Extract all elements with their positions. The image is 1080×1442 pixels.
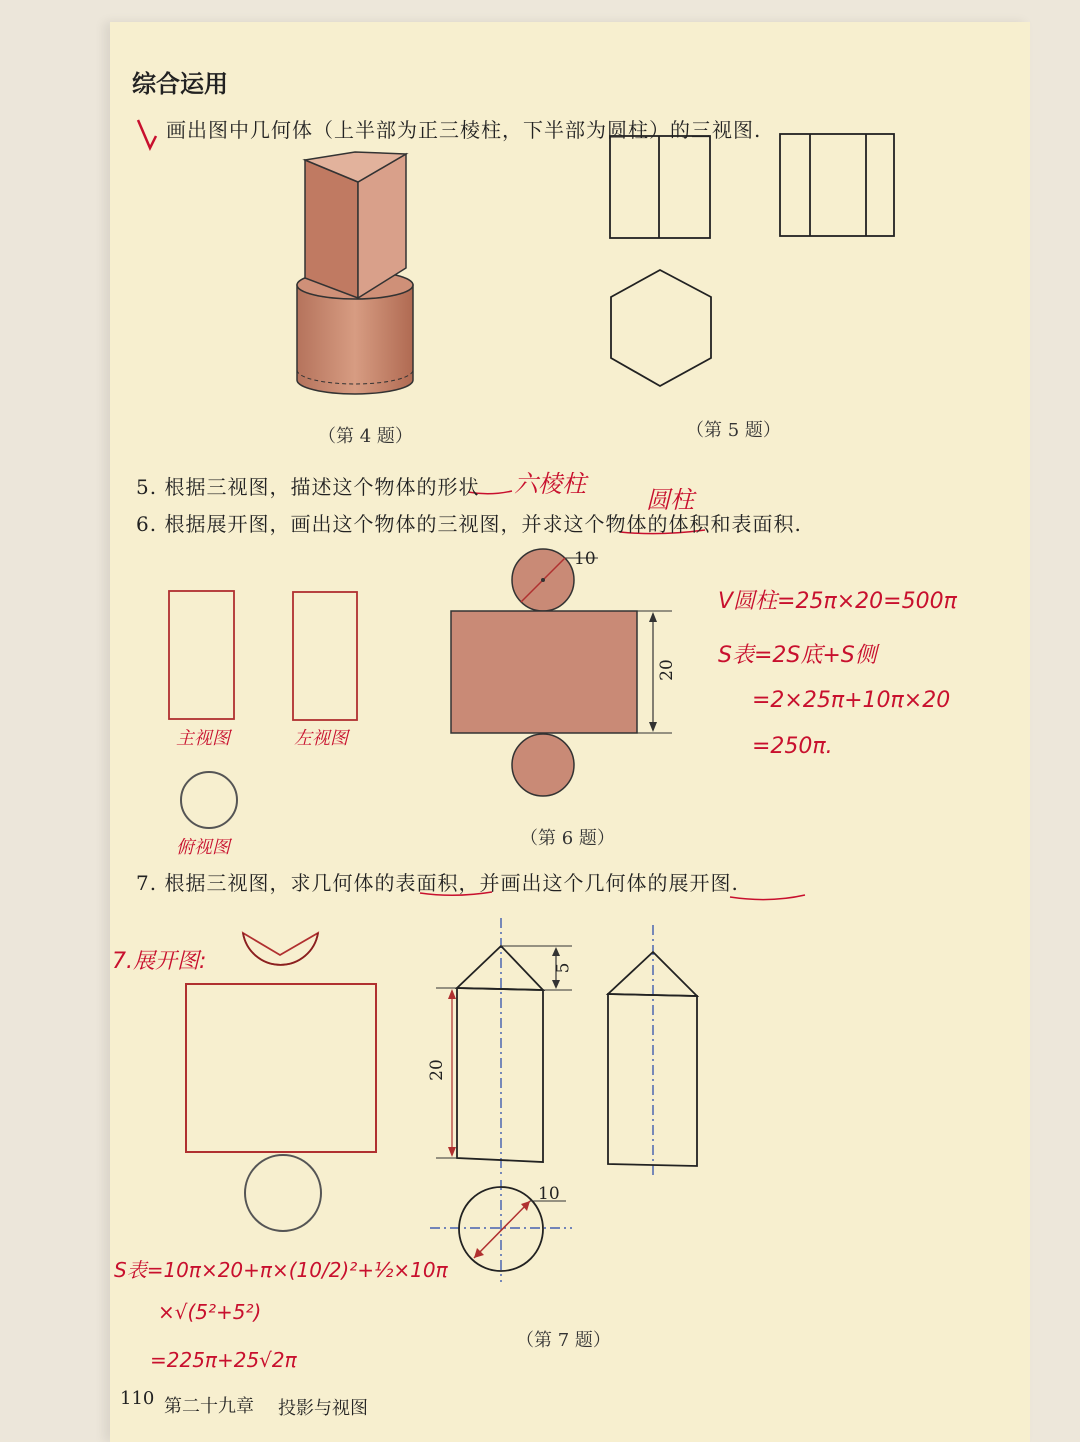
- q6-top-view: [181, 772, 237, 828]
- q6-caption: （第 6 题）: [520, 828, 615, 849]
- q6-answer-note: 圆柱: [646, 486, 694, 514]
- q6-text: 6. 根据展开图，画出这个物体的三视图，并求这个物体的体积和表面积.: [136, 512, 802, 536]
- q7-calc-surface-1: S表=10π×20+π×(10/2)²+½×10π: [114, 1258, 448, 1282]
- q6-dim-diameter: 10: [574, 549, 596, 569]
- q7-dim-top: 5: [553, 962, 574, 974]
- q5-text: 5. 根据三视图，描述这个物体的形状: [136, 475, 480, 499]
- q4-caption: （第 4 题）: [318, 426, 413, 447]
- q6-dim-height: 20: [656, 659, 677, 681]
- chapter-title: 投影与视图: [278, 1398, 368, 1419]
- q7-text: 7. 根据三视图，求几何体的表面积，并画出这个几何体的展开图.: [136, 871, 739, 895]
- section-title: 综合运用: [132, 70, 228, 98]
- q6-calc-surface-2: =2×25π+10π×20: [752, 688, 951, 713]
- q5-caption: （第 5 题）: [686, 420, 781, 441]
- q7-net-drawing: [186, 933, 376, 1231]
- q7-left-view: [608, 925, 697, 1178]
- q6-net-figure: [451, 549, 672, 796]
- page-number: 110: [120, 1388, 155, 1409]
- q4-solid-figure: [297, 152, 413, 394]
- q6-front-view: [169, 591, 234, 719]
- q6-label-top: 俯视图: [176, 837, 230, 858]
- q5-answer: 六棱柱: [514, 470, 586, 498]
- q7-front-view: [436, 918, 572, 1175]
- q5-three-views: [610, 134, 894, 386]
- q7-caption: （第 7 题）: [516, 1330, 611, 1351]
- q6-label-left: 左视图: [294, 728, 348, 749]
- q6-left-view: [293, 592, 357, 720]
- q6-calc-surface-1: S表=2S底+S侧: [718, 643, 877, 668]
- q6-calc-surface-3: =250π.: [752, 734, 833, 759]
- q7-dim-height: 20: [426, 1059, 447, 1081]
- q6-calc-volume: V圆柱=25π×20=500π: [718, 589, 957, 614]
- q4-text: 画出图中几何体（上半部为正三棱柱，下半部为圆柱）的三视图.: [166, 118, 762, 142]
- q7-calc-surface-3: =225π+25√2π: [150, 1348, 297, 1372]
- chapter-number: 第二十九章: [164, 1396, 254, 1417]
- q6-label-front: 主视图: [176, 728, 230, 749]
- q7-label-unfold: 7.展开图:: [112, 949, 207, 974]
- q7-calc-surface-2: ×√(5²+5²): [158, 1300, 262, 1324]
- q4-check-mark: [138, 120, 156, 148]
- q7-dim-diameter: 10: [538, 1184, 560, 1204]
